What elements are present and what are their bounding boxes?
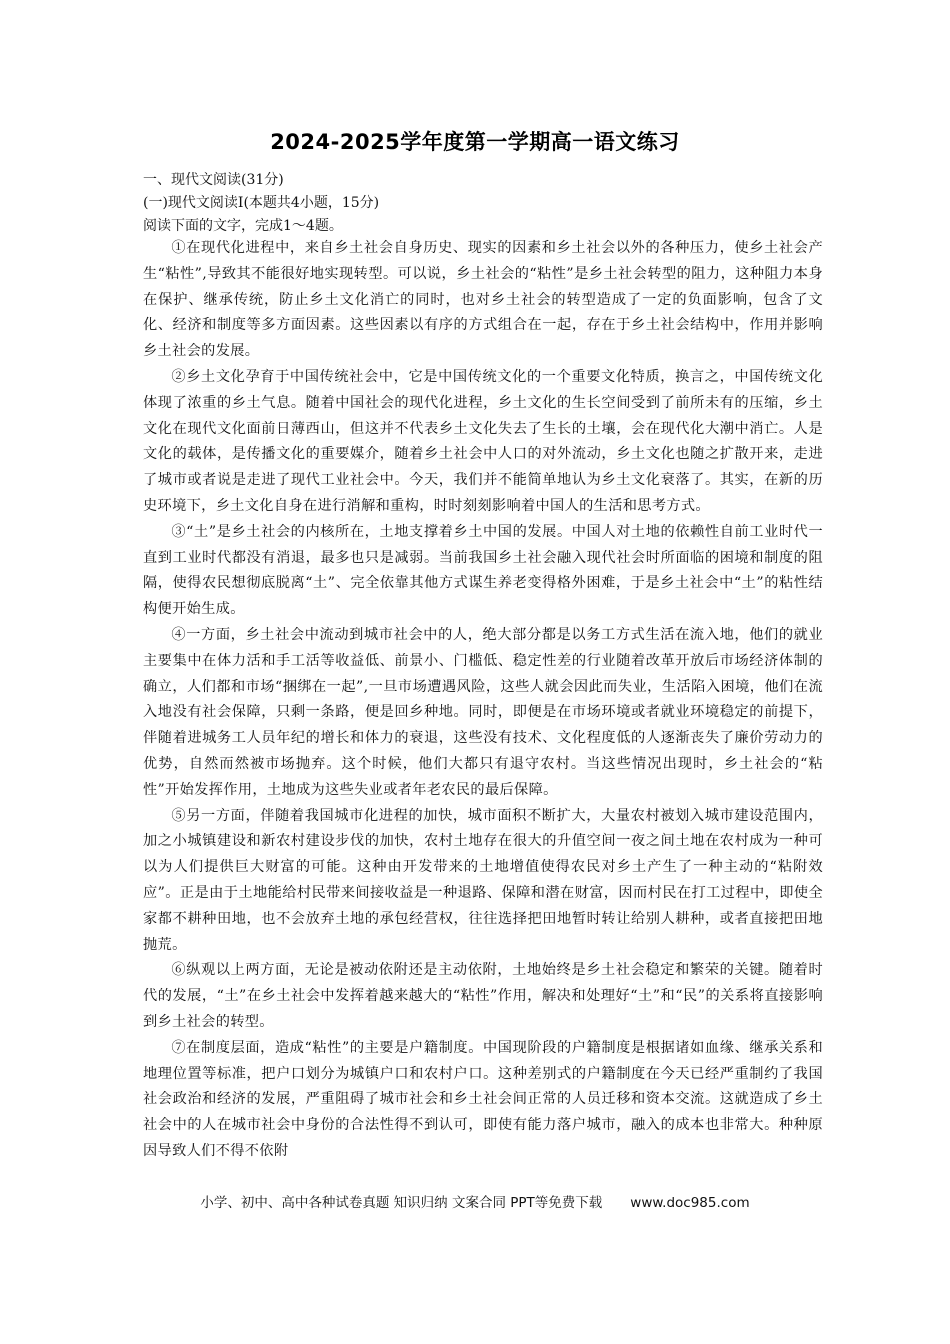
footer-link[interactable]: www.doc985.com <box>630 1195 750 1211</box>
footer-text: 小学、初中、高中各种试卷真题 知识归纳 文案合同 PPT等免费下载 <box>200 1195 603 1211</box>
paragraph-6: ⑥纵观以上两方面，无论是被动依附还是主动依附，土地始终是乡土社会稳定和繁荣的关键。随着时代的发展，“土”在乡土社会中发挥着越来越大的“粘性”作用，解决和处理好“土”和“民”的关系将直接影响到乡土社会的转型。 <box>143 962 823 1030</box>
subsection-heading: (一)现代文阅读Ⅰ(本题共4小题，15分) <box>143 195 380 211</box>
paragraph-5: ⑤另一方面，伴随着我国城市化进程的加快，城市面积不断扩大，大量农村被划入城市建设范围内，加之小城镇建设和新农村建设步伐的加快，农村土地存在很大的升值空间一夜之间土地在农村成为一种可以为人们提供巨大财富的可能。这种由开发带来的土地增值使得农民对乡土产生了一种主动的“粘附效应”。正是由于土地能给村民带来间接收益是一种退路、保障和潜在财富，因而村民在打工过程中，即使全家都不耕种田地，也不会放弃土地的承包经营权，往往选择把田地暂时转让给别人耕种，或者直接把田地抛荒。 <box>143 807 823 953</box>
paragraph-7: ⑦在制度层面，造成“粘性”的主要是户籍制度。中国现阶段的户籍制度是根据诸如血缘、继承关系和地理位置等标准，把户口划分为城镇户口和农村户口。这种差别式的户籍制度在今天已经严重制约了我国社会政治和经济的发展，严重阻碍了城市社会和乡土社会间正常的人员迁移和资本交流。这就造成了乡土社会中的人在城市社会中身份的合法性得不到认可，即使有能力落户城市，融入的成本也非常大。种种原因导致人们不得不依附 <box>143 1039 823 1159</box>
page-title: 2024-2025学年度第一学期高一语文练习 <box>270 130 680 154</box>
paragraph-3: ③“土”是乡土社会的内核所在，土地支撑着乡土中国的发展。中国人对土地的依赖性自前工业时代一直到工业时代都没有消退，最多也只是减弱。当前我国乡土社会融入现代社会时所面临的困境和制度的阻隔，使得农民想彻底脱离“土”、完全依靠其他方式谋生养老变得格外困难，于是乡土社会中“土”的粘性结构便开始生成。 <box>143 523 823 618</box>
paragraph-1: ①在现代化进程中，来自乡土社会自身历史、现实的因素和乡土社会以外的各种压力，使乡土社会产生“粘性”,导致其不能很好地实现转型。可以说，乡土社会的“粘性”是乡土社会转型的阻力，这种阻力本身在保护、继承传统，防止乡土文化消亡的同时，也对乡土社会的转型造成了一定的负面影响，包含了文化、经济和制度等多方面因素。这些因素以有序的方式组合在一起，存在于乡土社会结构中，作用并影响乡土社会的发展。 <box>143 240 823 360</box>
reading-instruction: 阅读下面的文字，完成1～4题。 <box>143 218 343 234</box>
page-footer <box>0 1191 950 1211</box>
passage <box>143 236 823 1165</box>
paragraph-4: ④一方面，乡土社会中流动到城市社会中的人，绝大部分都是以务工方式生活在流入地，他们的就业主要集中在体力活和手工活等收益低、前景小、门槛低、稳定性差的行业随着改革开放后市场经济体制的确立，人们都和市场“捆绑在一起”,一旦市场遭遇风险，这些人就会因此而失业，生活陷入困境，他们在流入地没有社会保障，只剩一条路，便是回乡种地。同时，即便是在市场环境或者就业环境稳定的前提下，伴随着进城务工人员年纪的增长和体力的衰退，这些没有技术、文化程度低的人逐渐丧失了廉价劳动力的优势，自然而然被市场抛弃。这个时候，他们大都只有退守农村。当这些情况出现时，乡土社会的“粘性”开始发挥作用，土地成为这些失业或者年老农民的最后保障。 <box>143 626 823 798</box>
section-heading: 一、现代文阅读(31分) <box>143 172 284 188</box>
paragraph-2: ②乡土文化孕育于中国传统社会中，它是中国传统文化的一个重要文化特质，换言之，中国传统文化体现了浓重的乡土气息。随着中国社会的现代化进程，乡土文化的生长空间受到了前所未有的压缩，乡土文化在现代文化面前日薄西山，但这并不代表乡土文化失去了生长的土壤，会在现代化大潮中消亡。人是文化的载体，是传播文化的重要媒介，随着乡土社会中人口的对外流动，乡土文化也随之扩散开来，走进了城市或者说是走进了现代工业社会中。今天，我们并不能简单地认为乡土文化衰落了。其实，在新的历史环境下，乡土文化自身在进行消解和重构，时时刻刻影响着中国人的生活和思考方式。 <box>143 368 823 514</box>
